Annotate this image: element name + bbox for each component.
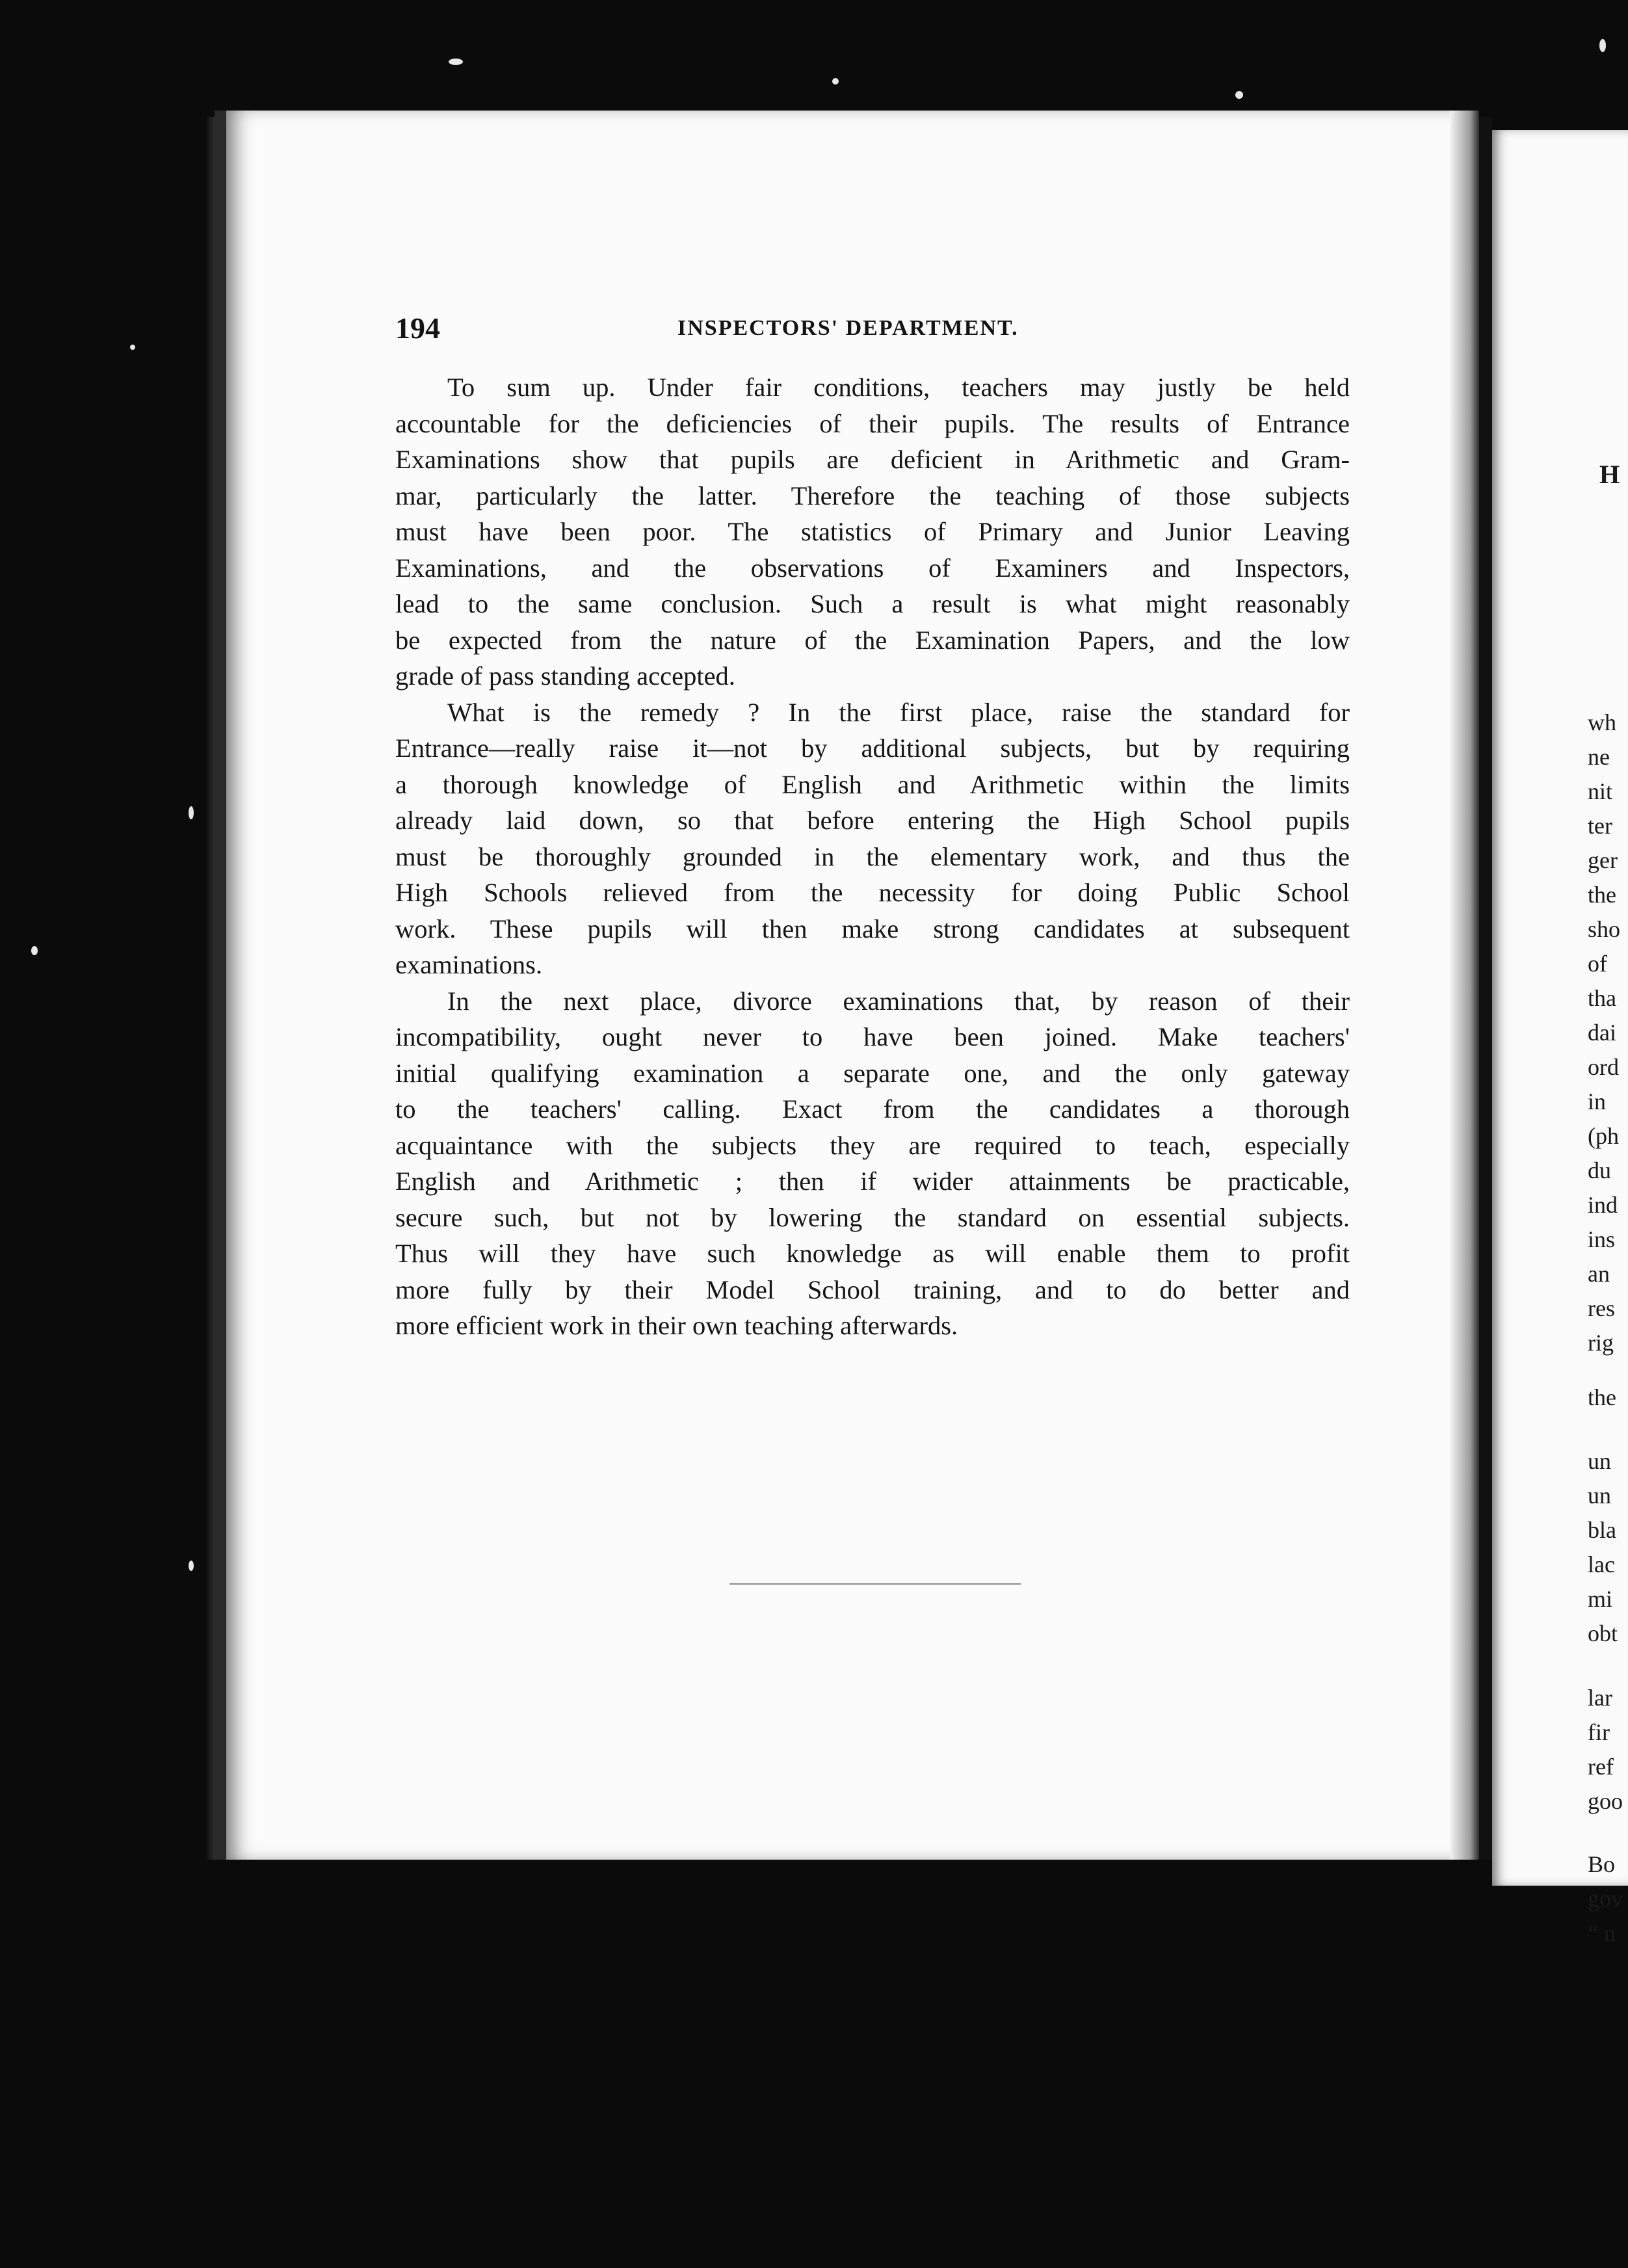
facing-page-fragment: ter <box>1588 813 1612 839</box>
text-line: secure such, but not by lowering the standard on essential subjects. <box>395 1202 1350 1232</box>
text-line: What is the remedy ? In the first place, raise the standard for <box>447 697 1350 727</box>
page-header <box>395 311 1358 350</box>
dust-speck <box>189 806 194 819</box>
section-divider-rule <box>729 1583 1021 1585</box>
facing-page-fragment: tha <box>1588 985 1616 1011</box>
facing-page-fragment: mi <box>1588 1586 1613 1612</box>
running-head: INSPECTORS' DEPARTMENT. <box>677 316 1019 340</box>
facing-page-fragment: dai <box>1588 1020 1616 1046</box>
text-line: grade of pass standing accepted. <box>395 661 735 691</box>
text-line: examinations. <box>395 950 543 979</box>
facing-page-fragment: un <box>1588 1483 1611 1509</box>
text-line: work. These pupils will then make strong candidates at subsequent <box>395 914 1350 943</box>
facing-page-fragment: bla <box>1588 1517 1616 1543</box>
text-line: Thus will they have such knowledge as will enable them to profit <box>395 1239 1350 1268</box>
paragraph <box>395 369 1350 694</box>
facing-page-fragment: ins <box>1588 1226 1616 1252</box>
text-line: To sum up. Under fair conditions, teachers may justly be held <box>447 373 1350 402</box>
text-line: lead to the same conclusion. Such a result is what might reasonably <box>395 589 1350 618</box>
text-line: Examinations, and the observations of Examiners and Inspectors, <box>395 553 1350 583</box>
text-line: already laid down, so that before entering the High School pupils <box>395 806 1350 835</box>
text-line: Entrance—really raise it—not by additional subjects, but by requiring <box>395 733 1350 763</box>
facing-page-text-fragments <box>1588 0 1628 2268</box>
text-line: be expected from the nature of the Examination Papers, and the low <box>395 625 1350 655</box>
facing-page-fragment: obt <box>1588 1620 1618 1646</box>
text-line: must be thoroughly grounded in the elementary work, and thus the <box>395 841 1350 871</box>
paragraph <box>395 983 1350 1344</box>
dust-speck <box>189 1561 194 1571</box>
text-line: more efficient work in their own teaching afterwards. <box>395 1311 958 1340</box>
paragraph <box>395 694 1350 983</box>
facing-page-fragment: du <box>1588 1157 1611 1183</box>
facing-page-fragment: (ph <box>1588 1123 1619 1149</box>
text-line: In the next place, divorce examinations that, by reason of their <box>447 986 1350 1016</box>
page-gutter <box>1450 111 1479 1860</box>
facing-page-fragment: “ n <box>1588 1920 1616 1946</box>
facing-page-fragment: of <box>1588 951 1607 977</box>
facing-page-fragment: ref <box>1588 1754 1614 1780</box>
text-line: must have been poor. The statistics of Primary and Junior Leaving <box>395 517 1350 546</box>
facing-page-fragment: nit <box>1588 778 1613 804</box>
facing-page-fragment: rig <box>1588 1330 1614 1356</box>
text-line: initial qualifying examination a separate one, and the only gateway <box>395 1058 1350 1088</box>
text-line: English and Arithmetic ; then if wider attainments be practicable, <box>395 1167 1350 1196</box>
facing-page-fragment: fir <box>1588 1719 1610 1745</box>
facing-page-fragment: sho <box>1588 916 1621 942</box>
book-spine <box>1479 117 1492 1860</box>
text-line: Examinations show that pupils are deficient in Arithmetic and Gram- <box>395 445 1350 474</box>
text-line: to the teachers' calling. Exact from the candidates a thorough <box>395 1094 1350 1124</box>
facing-page-fragment: ord <box>1588 1054 1619 1080</box>
text-line: more fully by their Model School training, and to do better and <box>395 1274 1350 1304</box>
facing-page-fragment: lar <box>1588 1685 1612 1711</box>
text-line: accountable for the deficiencies of their pupils. The results of Entrance <box>395 408 1350 438</box>
facing-page-fragment: ger <box>1588 847 1618 873</box>
facing-page-fragment: wh <box>1588 709 1616 735</box>
dust-speck <box>31 946 38 955</box>
facing-page-fragment: H <box>1599 460 1620 489</box>
text-line: acquaintance with the subjects they are required to teach, especially <box>395 1130 1350 1160</box>
text-line: a thorough knowledge of English and Arithmetic within the limits <box>395 769 1350 799</box>
facing-page-fragment: the <box>1588 1384 1616 1410</box>
text-line: High Schools relieved from the necessity for doing Public School <box>395 878 1350 907</box>
facing-page-fragment: the <box>1588 882 1616 908</box>
text-line: incompatibility, ought never to have been joined. Make teachers' <box>395 1022 1350 1051</box>
facing-page-fragment: in <box>1588 1088 1607 1114</box>
facing-page-fragment: ind <box>1588 1192 1618 1218</box>
facing-page-fragment: Bo <box>1588 1851 1616 1877</box>
facing-page-fragment: an <box>1588 1261 1610 1287</box>
dust-speck <box>1235 91 1243 99</box>
dust-speck <box>832 78 839 85</box>
facing-page-fragment: res <box>1588 1295 1615 1321</box>
dust-speck <box>130 345 135 350</box>
page-number: 194 <box>395 311 440 345</box>
facing-page-fragment: lac <box>1588 1551 1615 1577</box>
dust-speck <box>449 59 463 65</box>
facing-page-fragment: ne <box>1588 744 1610 770</box>
facing-page-fragment: goo <box>1588 1788 1623 1814</box>
body-text <box>395 369 1350 1344</box>
facing-page-fragment: un <box>1588 1448 1611 1474</box>
text-line: mar, particularly the latter. Therefore the teaching of those subjects <box>395 481 1350 510</box>
facing-page-fragment: gov <box>1588 1886 1623 1912</box>
